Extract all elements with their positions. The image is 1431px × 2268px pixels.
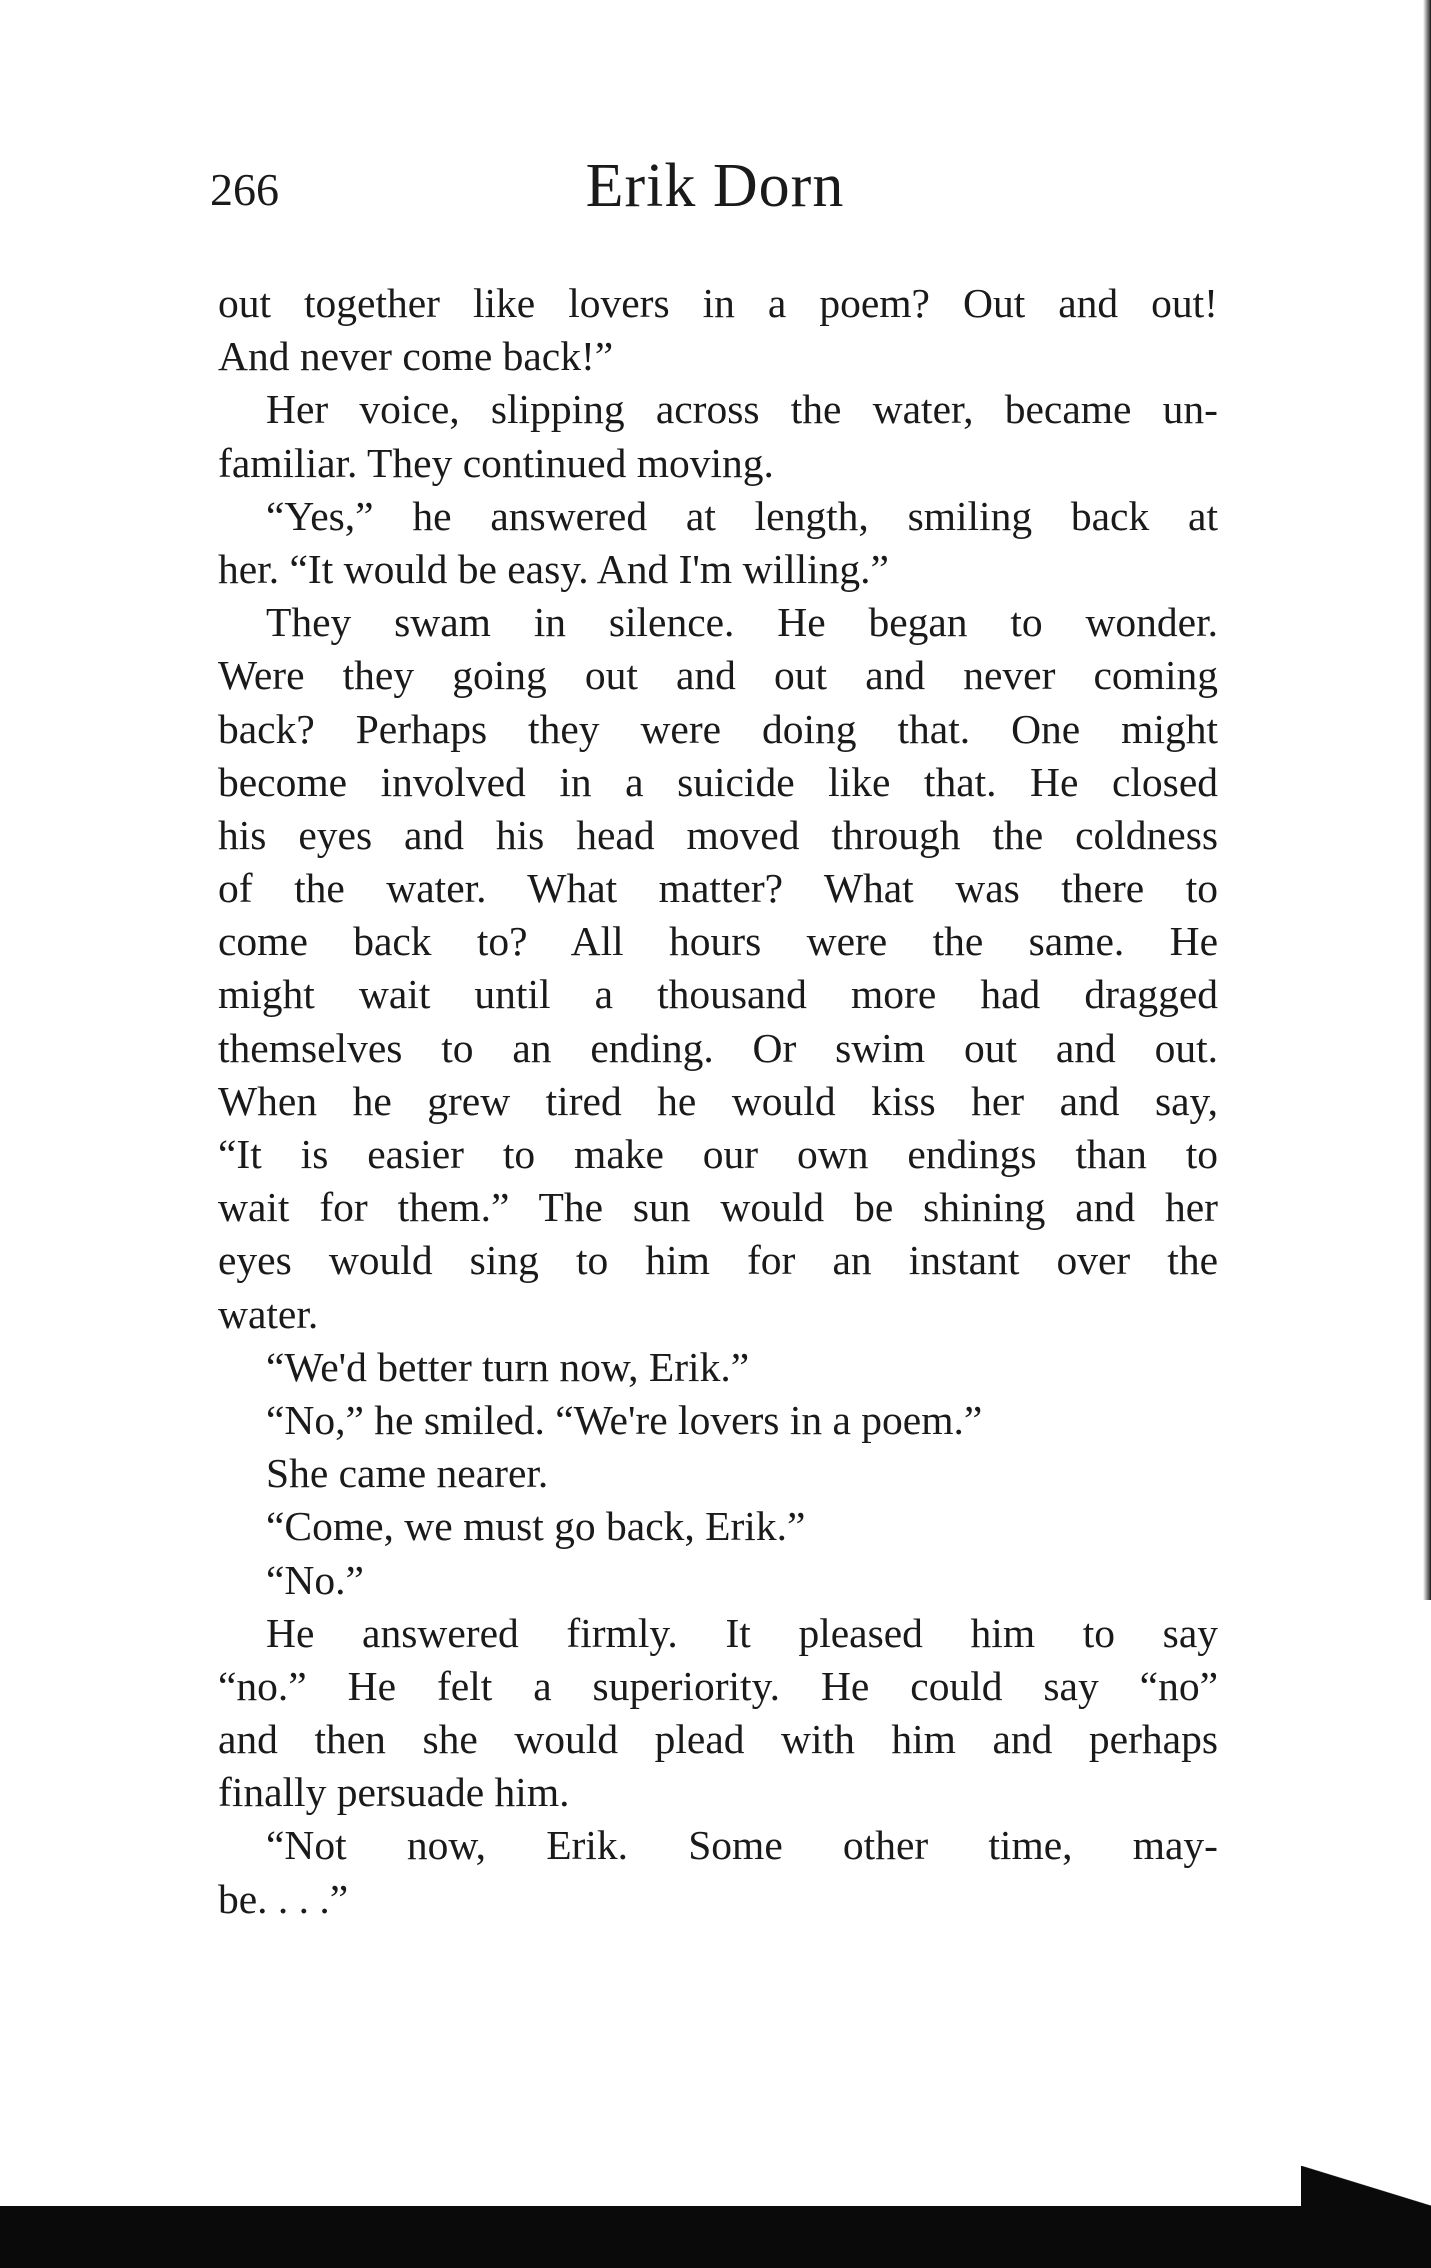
text-line: “no.” He felt a superiority. He could say “no” <box>218 1662 1218 1709</box>
text-line: When he grew tired he would kiss her and say, <box>218 1077 1218 1124</box>
text-line: of the water. What matter? What was there to <box>218 865 1218 912</box>
text-line: “No,” he smiled. “We're lovers in a poem.” <box>266 1396 983 1443</box>
text-line: his eyes and his head moved through the coldness <box>218 811 1218 858</box>
text-line: “We'd better turn now, Erik.” <box>266 1343 750 1390</box>
text-line: “Not now, Erik. Some other time, may- <box>266 1822 1218 1869</box>
page-edge-shadow <box>1423 0 1431 1600</box>
text-line: might wait until a thousand more had dragged <box>218 971 1218 1018</box>
page-header <box>210 150 1220 230</box>
text-line: familiar. They continued moving. <box>218 439 774 486</box>
text-line: “It is easier to make our own endings than to <box>218 1131 1218 1177</box>
text-line: “Come, we must go back, Erik.” <box>266 1503 806 1550</box>
page-number: 266 <box>210 164 279 215</box>
text-line: And never come back!” <box>218 333 614 380</box>
text-line: eyes would sing to him for an instant over the <box>218 1237 1218 1284</box>
text-line: “No.” <box>266 1556 364 1603</box>
text-line: Her voice, slipping across the water, became un- <box>266 386 1218 433</box>
scan-bottom-edge <box>0 2206 1431 2268</box>
text-line: back? Perhaps they were doing that. One might <box>218 705 1218 752</box>
text-line: finally persuade him. <box>218 1769 570 1816</box>
text-line: They swam in silence. He began to wonder. <box>266 599 1218 646</box>
text-line: Were they going out and out and never coming <box>218 652 1218 699</box>
text-line: be. . . .” <box>218 1875 349 1922</box>
text-line: wait for them.” The sun would be shining and her <box>218 1184 1218 1231</box>
running-title: Erik Dorn <box>585 152 845 220</box>
text-line: become involved in a suicide like that. He closed <box>218 758 1218 805</box>
text-line: her. “It would be easy. And I'm willing.” <box>218 545 889 592</box>
text-line: She came nearer. <box>266 1450 549 1497</box>
text-line: and then she would plead with him and perhaps <box>218 1716 1218 1763</box>
text-line: out together like lovers in a poem? Out and out! <box>218 280 1218 326</box>
text-line: “Yes,” he answered at length, smiling back at <box>266 492 1218 539</box>
scan-edge-wedge <box>1301 2166 1431 2206</box>
text-line: He answered firmly. It pleased him to say <box>266 1609 1218 1656</box>
body-text <box>218 277 1218 1926</box>
text-line: come back to? All hours were the same. He <box>218 918 1218 965</box>
text-line: themselves to an ending. Or swim out and out. <box>218 1024 1218 1071</box>
text-line: water. <box>218 1290 319 1337</box>
